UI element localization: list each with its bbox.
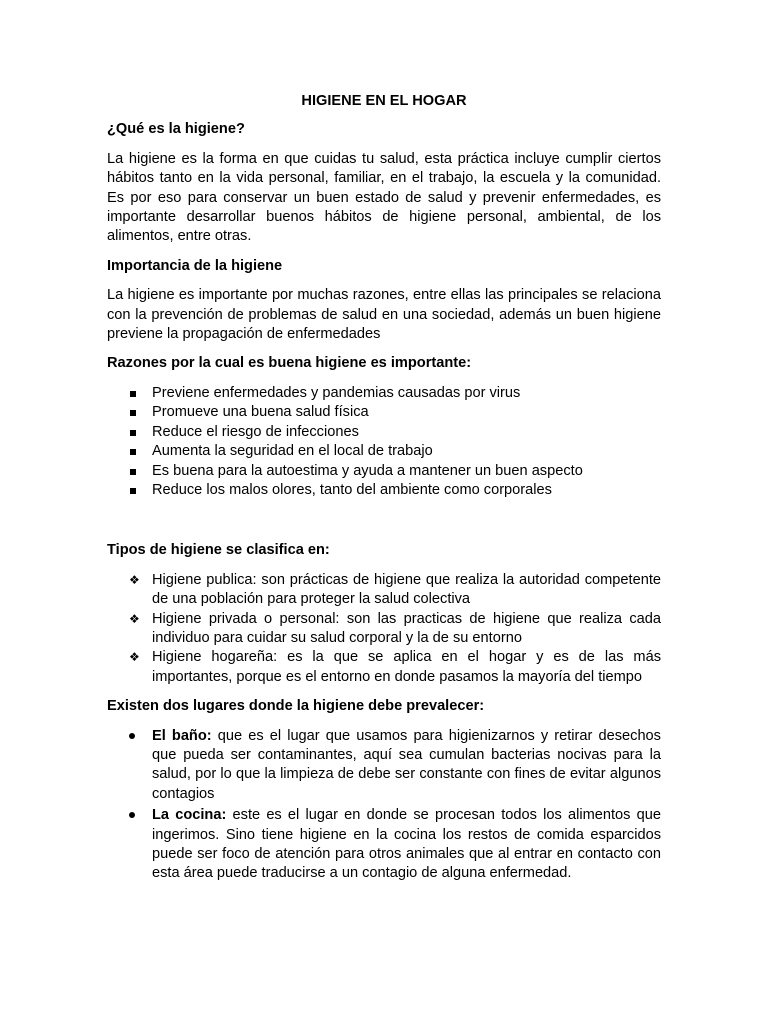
heading-lugares: Existen dos lugares donde la higiene debe prevalecer: xyxy=(107,698,485,715)
list-item xyxy=(107,610,661,649)
list-item xyxy=(107,442,661,461)
term-label: El baño: xyxy=(152,727,212,744)
list-item xyxy=(107,423,661,442)
term-label: La cocina: xyxy=(152,807,227,824)
list-item-text: Higiene privada o personal: son las practicas de higiene que realiza cada individuo para cuidar su salud corporal y la de su entorno xyxy=(152,610,661,646)
list-item-text: Promueve una buena salud física xyxy=(152,404,369,421)
tipos-list xyxy=(107,571,661,687)
heading-razones: Razones por la cual es buena higiene es importante: xyxy=(107,355,472,372)
diamond-bullet-icon: ❖ xyxy=(129,611,140,626)
list-item-text: Higiene hogareña: es la que se aplica en el hogar y es de las más importantes, porque es el entorno en donde pasamos la mayoría del tiempo xyxy=(152,649,661,685)
heading-importancia: Importancia de la higiene xyxy=(107,257,283,274)
list-item xyxy=(107,403,661,422)
diamond-bullet-icon: ❖ xyxy=(129,650,140,665)
term-description: este es el lugar en donde se procesan todos los alimentos que ingerimos. Sino tiene higiene en la cocina los restos de comida esparcidos puede ser foco de atención para otros animales que al entrar en contacto con esta área puede traducirse a un contagio de alguna enfermedad. xyxy=(152,807,661,882)
list-item-text: Es buena para la autoestima y ayuda a mantener un buen aspecto xyxy=(152,462,583,479)
list-item xyxy=(107,648,661,687)
paragraph-que-es: La higiene es la forma en que cuidas tu salud, esta práctica incluye cumplir ciertos hábitos tanto en la vida personal, familiar, en el trabajo, la escuela y la comunidad. Es por eso para conservar un buen estado de salud y prevenir enfermedades, es importante desarrollar buenos hábitos de higiene personal, ambiental, de los alimentos, entre otras. xyxy=(107,150,661,245)
list-item xyxy=(107,727,661,805)
list-item-text: Reduce los malos olores, tanto del ambiente como corporales xyxy=(152,481,552,498)
list-item-text: Aumenta la seguridad en el local de trabajo xyxy=(152,443,433,460)
list-item-text: Previene enfermedades y pandemias causadas por virus xyxy=(152,384,521,401)
lugares-list xyxy=(107,727,661,884)
document-title: HIGIENE EN EL HOGAR xyxy=(301,93,467,109)
list-item-text: Higiene publica: son prácticas de higiene que realiza la autoridad competente de una población para proteger la salud colectiva xyxy=(152,571,661,608)
term-description: que es el lugar que usamos para higienizarnos y retirar desechos que pueda ser contaminantes, aquí sea cumulan bacterias nocivas para la salud, por lo que la limpieza de debe ser constante con fines de evitar algunos contagios xyxy=(152,727,661,802)
razones-list xyxy=(107,384,661,500)
heading-tipos: Tipos de higiene se clasifica en: xyxy=(107,542,330,559)
list-item xyxy=(107,384,661,403)
heading-que-es: ¿Qué es la higiene? xyxy=(107,121,245,138)
list-item xyxy=(107,571,661,610)
paragraph-importancia: La higiene es importante por muchas razones, entre ellas las principales se relaciona con la prevención de problemas de salud en una sociedad, además un buen higiene previene la propagación de enfermedades xyxy=(107,287,661,343)
list-item xyxy=(107,481,661,500)
list-item xyxy=(107,462,661,481)
document-body xyxy=(107,92,661,886)
list-item-text: Reduce el riesgo de infecciones xyxy=(152,423,359,440)
list-item xyxy=(107,806,661,884)
diamond-bullet-icon: ❖ xyxy=(129,572,140,587)
